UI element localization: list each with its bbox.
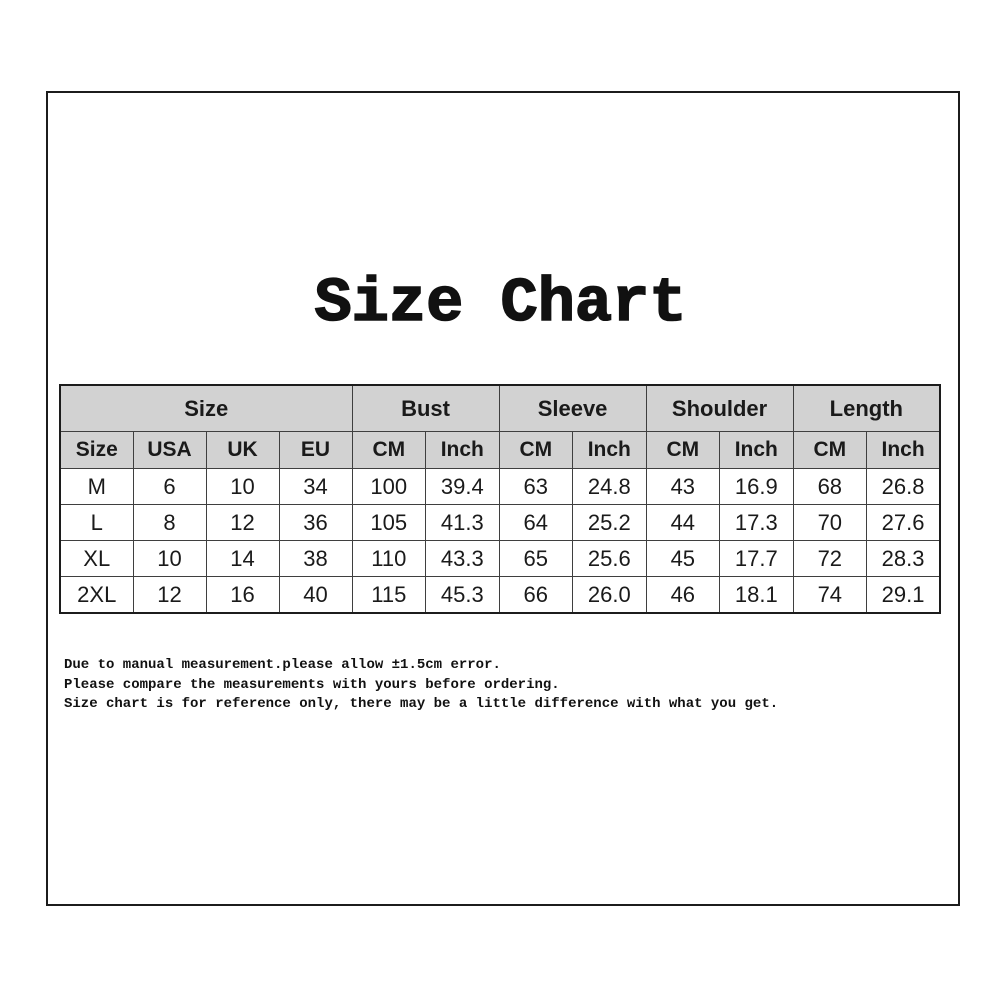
table-cell: XL	[60, 541, 133, 577]
table-row-2xl	[60, 577, 940, 614]
note-line: Please compare the measurements with yours before ordering.	[64, 676, 560, 693]
table-cell: 72	[793, 541, 867, 577]
table-cell: 45	[646, 541, 720, 577]
table-cell: 24.8	[573, 469, 647, 505]
sub-header-bust-inch: Inch	[426, 432, 500, 469]
page-title: Size Chart	[314, 268, 687, 339]
note-line: Size chart is for reference only, there may be a little difference with what you get.	[64, 696, 779, 712]
table-cell: 68	[793, 469, 867, 505]
table-row-m	[60, 469, 940, 505]
table-cell: 10	[206, 469, 279, 505]
table-cell: 100	[352, 469, 426, 505]
table-cell: 2XL	[60, 577, 133, 614]
table-cell: 17.7	[720, 541, 794, 577]
table-cell: 65	[499, 541, 573, 577]
table-cell: L	[60, 505, 133, 541]
table-cell: 16	[206, 577, 279, 614]
table-cell: 27.6	[867, 505, 941, 541]
table-cell: 10	[133, 541, 206, 577]
table-cell: 12	[133, 577, 206, 614]
group-header-bust: Bust	[352, 385, 499, 432]
sub-header-usa: USA	[133, 432, 206, 469]
table-cell: 34	[279, 469, 352, 505]
table-cell: 70	[793, 505, 867, 541]
table-cell: 74	[793, 577, 867, 614]
group-header-length: Length	[793, 385, 940, 432]
table-cell: 38	[279, 541, 352, 577]
table-cell: 45.3	[426, 577, 500, 614]
table-cell: 66	[499, 577, 573, 614]
size-table	[59, 384, 941, 614]
sub-header-length-inch: Inch	[867, 432, 941, 469]
table-cell: 115	[352, 577, 426, 614]
group-header-sleeve: Sleeve	[499, 385, 646, 432]
table-cell: 29.1	[867, 577, 941, 614]
table-cell: 14	[206, 541, 279, 577]
sub-header-shoulder-cm: CM	[646, 432, 720, 469]
table-cell: 46	[646, 577, 720, 614]
table-cell: 25.6	[573, 541, 647, 577]
table-cell: 41.3	[426, 505, 500, 541]
table-cell: 25.2	[573, 505, 647, 541]
table-cell: 36	[279, 505, 352, 541]
table-cell: 26.8	[867, 469, 941, 505]
table-cell: 8	[133, 505, 206, 541]
sub-header-size: Size	[60, 432, 133, 469]
table-cell: 39.4	[426, 469, 500, 505]
table-sub-header-row	[60, 432, 940, 469]
table-cell: 43.3	[426, 541, 500, 577]
measurement-notes	[64, 656, 778, 715]
table-cell: 105	[352, 505, 426, 541]
sub-header-sleeve-inch: Inch	[573, 432, 647, 469]
table-cell: 6	[133, 469, 206, 505]
table-cell: 43	[646, 469, 720, 505]
sub-header-uk: UK	[206, 432, 279, 469]
sub-header-shoulder-inch: Inch	[720, 432, 794, 469]
table-row-l	[60, 505, 940, 541]
table-cell: 110	[352, 541, 426, 577]
table-cell: 17.3	[720, 505, 794, 541]
table-row-xl	[60, 541, 940, 577]
table-cell: 28.3	[867, 541, 941, 577]
sub-header-sleeve-cm: CM	[499, 432, 573, 469]
table-cell: 64	[499, 505, 573, 541]
table-cell: 16.9	[720, 469, 794, 505]
note-line: Due to manual measurement.please allow ±1.5cm error.	[64, 657, 501, 673]
table-cell: 40	[279, 577, 352, 614]
sub-header-bust-cm: CM	[352, 432, 426, 469]
group-header-shoulder: Shoulder	[646, 385, 793, 432]
table-cell: 12	[206, 505, 279, 541]
group-header-size: Size	[60, 385, 352, 432]
table-group-header-row	[60, 385, 940, 432]
sub-header-length-cm: CM	[793, 432, 867, 469]
table-cell: 18.1	[720, 577, 794, 614]
table-cell: 44	[646, 505, 720, 541]
sub-header-eu: EU	[279, 432, 352, 469]
table-cell: 26.0	[573, 577, 647, 614]
table-cell: 63	[499, 469, 573, 505]
table-cell: M	[60, 469, 133, 505]
